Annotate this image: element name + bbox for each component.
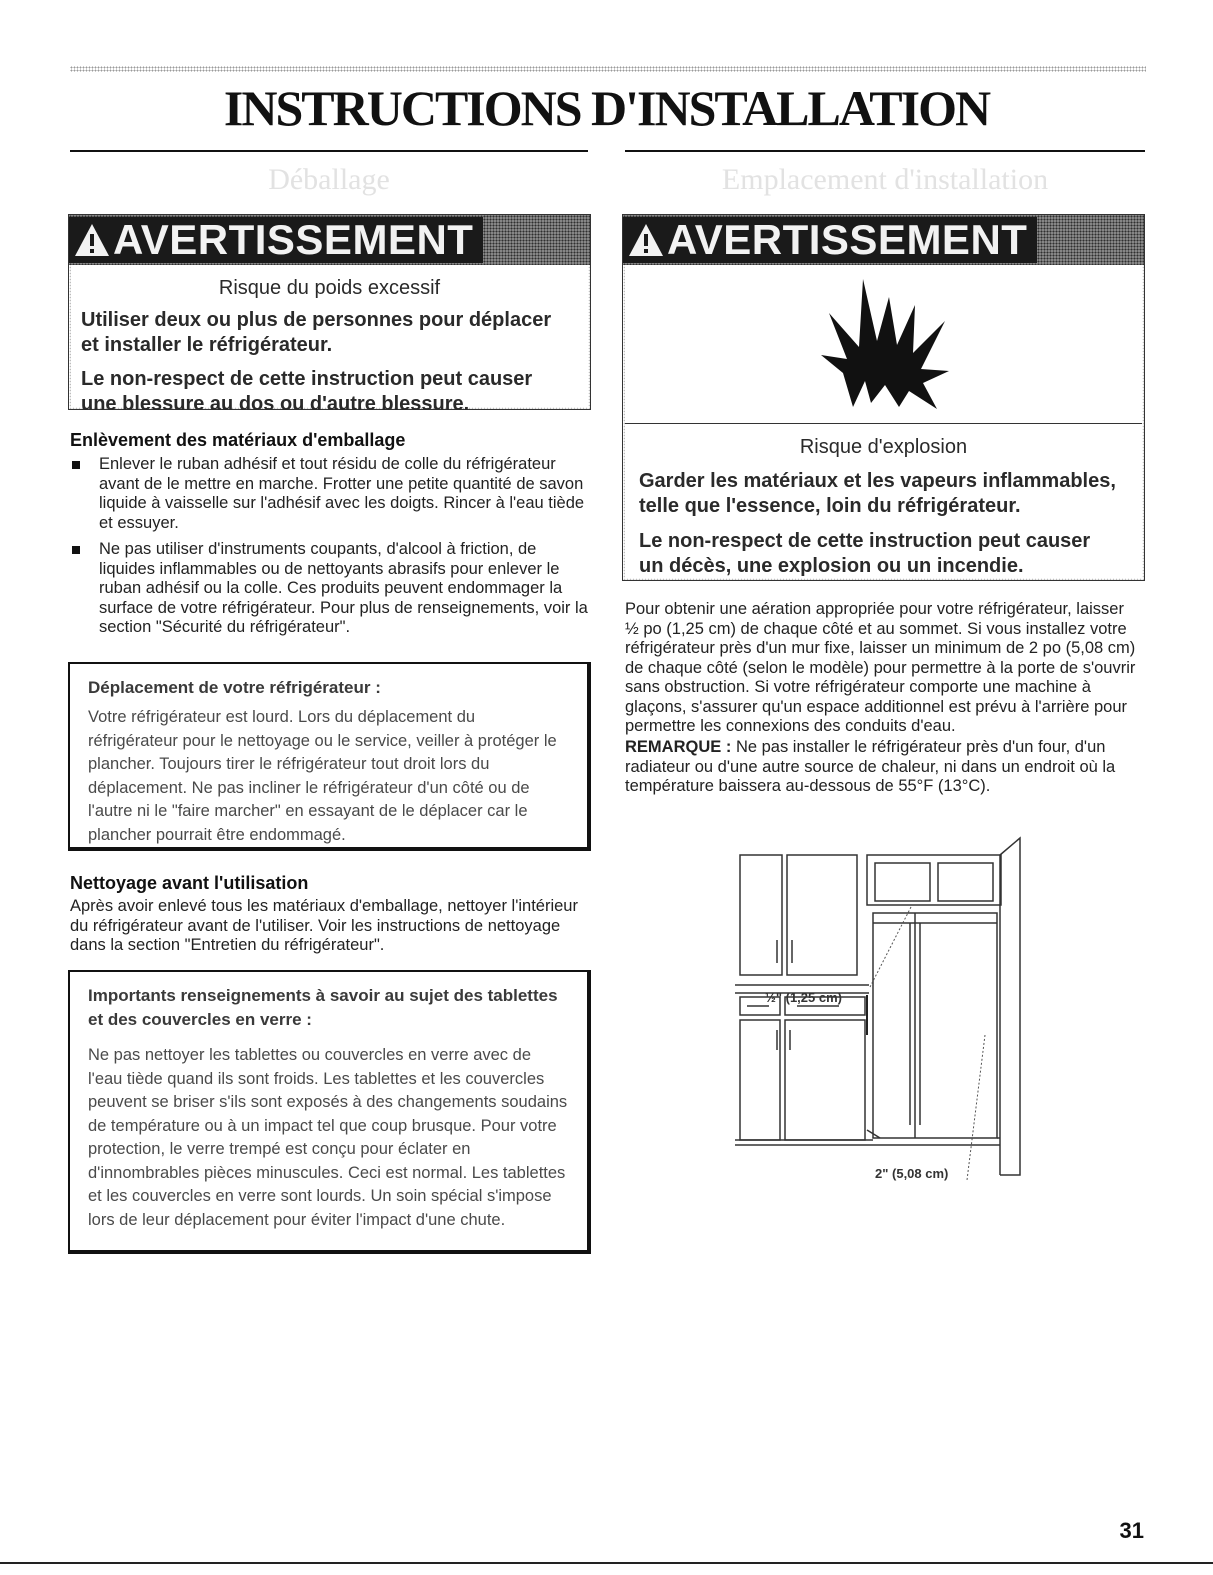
clearance-paragraph: Pour obtenir une aération appropriée pour votre réfrigérateur, laisser ½ po (1,25 cm) de chaque côté et au sommet. Si vous installez votre réfrigérateur près d'un mur fixe, laisser un minimum de 2 po (5,08 cm) de chaque côté (selon le modèle) pour permettre à la porte de s'ouvrir sans obstruction. Si votre réfrigérateur comporte une machine à glaçons, s'assurer qu'un espace additionnel est prévu à l'arrière pour permettre les connexions des conduits d'eau. — [625, 600, 1136, 735]
moving-note-box — [68, 662, 591, 851]
explosion-icon-area — [625, 265, 1142, 424]
page-number: 31 — [1119, 1518, 1144, 1543]
glass-note-box — [68, 970, 591, 1254]
warning-triangle-icon — [73, 222, 111, 258]
warning-line: Le non-respect de cette instruction peut causer — [639, 530, 1091, 552]
warning-header — [69, 215, 590, 265]
remark-label: REMARQUE : — [625, 738, 732, 756]
list-item-text: Ne pas utiliser d'instruments coupants, d'alcool à friction, de liquides inflammables ou de nettoyants abrasifs pour enlever le ruban adhésif ou la colle. Ces produits peuvent endommager la surface de votre réfrigérateur. Pour plus de renseignements, voir la section "Sécurité du réfrigérateur". — [99, 540, 588, 636]
two-inch-label: 2" (5,08 cm) — [875, 1166, 949, 1181]
half-inch-label: ½" (1,25 cm) — [765, 990, 842, 1005]
warning-line: Garder les matériaux et les vapeurs inflammables, — [639, 470, 1116, 492]
left-divider — [70, 150, 588, 152]
list-item-text: Enlever le ruban adhésif et tout résidu de colle du réfrigérateur avant de le mettre en marche. Frotter une petite quantité de savon liquide à vaisselle sur l'adhésif avec les doigts. Rincer à l'eau tiède et essuyer. — [99, 455, 585, 532]
list-item — [70, 540, 588, 638]
top-dotted-rule — [70, 66, 1146, 72]
cleaning-section — [70, 873, 588, 956]
glass-note-text: Ne pas nettoyer les tablettes ou couvercles en verre avec de l'eau tiède quand ils sont froids. Les tablettes et les couvercles peuvent se briser s'ils sont exposés à des changements soudains de température ou à un impact tel que coup brusque. Pour votre protection, le verre trempé est conçu pour éclater en d'innombrables pièces minuscules. Ceci est normal. Les tablettes et les couvercles en verre sont lourds. Un soin spécial s'impose lors de leur déplacement pour éviter l'impact d'une chute. — [88, 1046, 568, 1229]
warning-triangle-icon — [627, 222, 665, 258]
installation-clearance-diagram — [735, 835, 1035, 1195]
risk-title: Risque du poids excessif — [218, 277, 441, 299]
moving-note-title: Déplacement de votre réfrigérateur : — [88, 678, 381, 697]
warning-line: Utiliser deux ou plus de personnes pour déplacer — [81, 309, 552, 331]
warning-label — [69, 217, 483, 263]
warning-body — [71, 265, 588, 415]
warning-line: telle que l'essence, loin du réfrigérateur. — [639, 495, 1021, 517]
risk-title: Risque d'explosion — [799, 436, 968, 458]
warning-label-text: AVERTISSEMENT — [113, 216, 474, 263]
explosion-icon — [813, 273, 963, 413]
cleaning-text: Après avoir enlevé tous les matériaux d'emballage, nettoyer l'intérieur du réfrigérateur avant de l'utiliser. Voir les instructions de nettoyage dans la section "Entretien du réfrigérateur". — [70, 897, 578, 954]
remark-text: Ne pas installer le réfrigérateur près d'un four, d'un radiateur ou d'une autre source de chaleur, ni dans un endroit où la température baissera au-dessous de 55°F (13°C). — [625, 738, 1116, 795]
removal-heading: Enlèvement des matériaux d'emballage — [70, 430, 406, 450]
section-title-deballage: Déballage — [268, 163, 390, 196]
section-title-emplacement: Emplacement d'installation — [721, 163, 1049, 196]
bottom-rule — [0, 1562, 1213, 1564]
bullet-square-icon — [72, 546, 80, 554]
warning-header — [623, 215, 1144, 265]
removal-list — [70, 455, 588, 638]
glass-note-title: Importants renseignements à savoir au sujet des tablettes et des couvercles en verre : — [88, 986, 558, 1029]
moving-note-text: Votre réfrigérateur est lourd. Lors du déplacement du réfrigérateur pour le nettoyage ou le service, veiller à protéger le plancher. Toujours tirer le réfrigérateur tout droit lors du déplacement. Ne pas incliner le réfrigérateur d'un côté ou de l'autre ni le "faire marcher" en essayant de le déplacer car le plancher pourrait être endommagé. — [88, 708, 557, 844]
warning-box-weight — [68, 214, 591, 415]
warning-label — [623, 217, 1037, 263]
warning-body — [625, 265, 1142, 578]
page-title: INSTRUCTIONS D'INSTALLATION — [223, 80, 990, 136]
cleaning-heading: Nettoyage avant l'utilisation — [70, 873, 309, 893]
remark-paragraph — [625, 738, 1140, 797]
warning-label-text: AVERTISSEMENT — [667, 216, 1028, 263]
warning-box-explosion — [622, 214, 1145, 581]
right-divider — [625, 150, 1145, 152]
warning-line: Le non-respect de cette instruction peut causer — [81, 368, 533, 390]
bullet-square-icon — [72, 461, 80, 469]
removal-section — [70, 430, 588, 645]
list-item — [70, 455, 588, 533]
warning-line: une blessure au dos ou d'autre blessure. — [81, 393, 470, 415]
warning-line: et installer le réfrigérateur. — [81, 334, 333, 356]
warning-line: un décès, une explosion ou un incendie. — [639, 555, 1024, 577]
